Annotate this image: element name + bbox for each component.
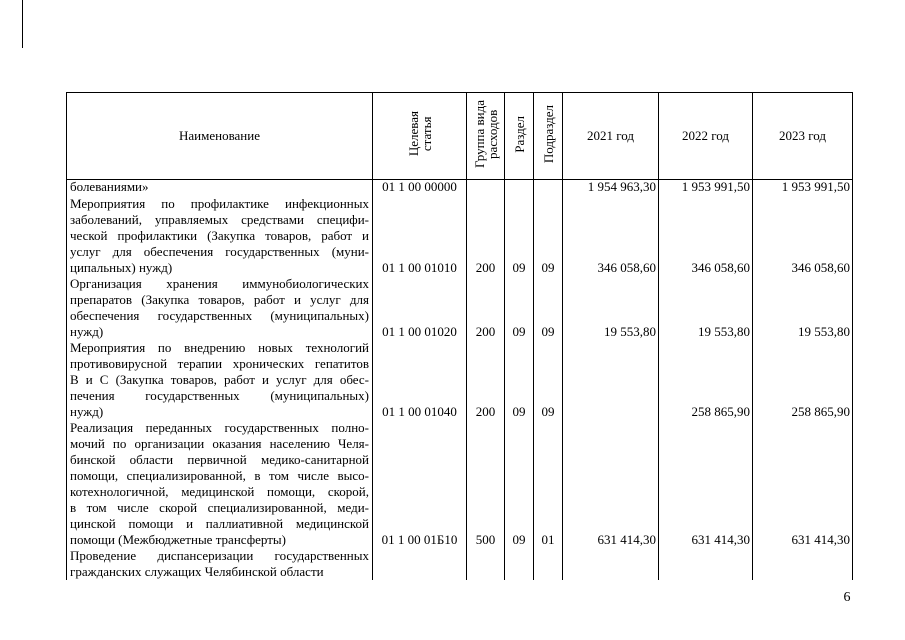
row-expense-group — [467, 180, 505, 197]
row-section — [505, 180, 534, 197]
row-name — [67, 340, 373, 420]
row-name — [67, 420, 373, 548]
row-value-2023: 346 058,60 — [753, 196, 853, 276]
row-name-line: мочий по организации оказания населению Челя- — [70, 436, 369, 451]
header-2022: 2022 год — [659, 93, 753, 180]
row-name — [67, 180, 373, 197]
row-value-2021 — [563, 340, 659, 420]
table-row — [67, 180, 853, 197]
row-subsection — [534, 180, 563, 197]
row-name-line: обеспечения государственных (муниципальных) — [70, 308, 369, 323]
table-row — [67, 340, 853, 420]
row-value-2021 — [563, 548, 659, 580]
header-2021: 2021 год — [563, 93, 659, 180]
row-target-article: 01 1 00 00000 — [373, 180, 467, 197]
row-target-article: 01 1 00 01040 — [373, 340, 467, 420]
row-section: 09 — [505, 420, 534, 548]
row-value-2022: 1 953 991,50 — [659, 180, 753, 197]
table-row — [67, 276, 853, 340]
page-number: 6 — [843, 590, 851, 605]
row-value-2023: 258 865,90 — [753, 340, 853, 420]
budget-table — [66, 92, 853, 580]
row-name-line: Мероприятия по внедрению новых технологий — [70, 340, 369, 355]
row-value-2022: 346 058,60 — [659, 196, 753, 276]
row-name — [67, 276, 373, 340]
row-expense-group: 500 — [467, 420, 505, 548]
row-value-2021: 346 058,60 — [563, 196, 659, 276]
row-name-line: помощи, специализированной, в том числе высо- — [70, 468, 369, 483]
row-subsection: 09 — [534, 196, 563, 276]
row-value-2022 — [659, 548, 753, 580]
row-name-line: Проведение диспансеризации государственных — [70, 548, 369, 563]
row-name-line: Организация хранения иммунобиологических — [70, 276, 369, 291]
row-value-2021: 19 553,80 — [563, 276, 659, 340]
table-row — [67, 196, 853, 276]
row-name-line: печения государственных (муниципальных) — [70, 388, 369, 403]
row-name-line: Реализация переданных государственных полно- — [70, 420, 369, 435]
row-name — [67, 548, 373, 580]
row-value-2021: 1 954 963,30 — [563, 180, 659, 197]
row-value-2023: 19 553,80 — [753, 276, 853, 340]
row-expense-group: 200 — [467, 196, 505, 276]
row-section: 09 — [505, 196, 534, 276]
row-target-article — [373, 548, 467, 580]
header-2023: 2023 год — [753, 93, 853, 180]
row-subsection: 09 — [534, 340, 563, 420]
row-value-2022: 631 414,30 — [659, 420, 753, 548]
row-target-article: 01 1 00 01010 — [373, 196, 467, 276]
row-name-line: ческой профилактики (Закупка товаров, работ и — [70, 228, 369, 243]
table-row — [67, 420, 853, 548]
margin-line — [22, 0, 23, 48]
row-name-line: нужд) — [70, 404, 104, 419]
row-value-2023: 1 953 991,50 — [753, 180, 853, 197]
header-expense-group: Группа вида расходов — [467, 93, 505, 180]
row-name-line: гражданских служащих Челябинской области — [70, 564, 324, 579]
header-subsection: Подраздел — [534, 93, 563, 180]
row-name-line: противовирусной терапии хронических гепатитов — [70, 356, 369, 371]
header-section: Раздел — [505, 93, 534, 180]
row-value-2021: 631 414,30 — [563, 420, 659, 548]
row-section: 09 — [505, 340, 534, 420]
row-expense-group — [467, 548, 505, 580]
header-row — [67, 93, 853, 180]
row-name-line: ципальных) нужд) — [70, 260, 173, 275]
table-row — [67, 548, 853, 580]
row-subsection: 09 — [534, 276, 563, 340]
row-subsection — [534, 548, 563, 580]
row-name-line: болеваниями» — [70, 179, 149, 194]
row-name-line: цинской помощи и паллиативной медицинской — [70, 516, 369, 531]
header-name: Наименование — [67, 93, 373, 180]
row-name-line: препаратов (Закупка товаров, работ и услуг для — [70, 292, 369, 307]
row-name-line: услуг для обеспечения государственных (муни- — [70, 244, 369, 259]
row-name-line: В и С (Закупка товаров, работ и услуг для обес- — [70, 372, 369, 387]
row-name-line: заболеваний, управляемых средствами специфи- — [70, 212, 369, 227]
header-target-article: Целевая статья — [373, 93, 467, 180]
row-value-2022: 19 553,80 — [659, 276, 753, 340]
row-expense-group: 200 — [467, 340, 505, 420]
row-value-2023 — [753, 548, 853, 580]
row-name-line: бинской области первичной медико-санитарной — [70, 452, 369, 467]
row-name-line: в том числе скорой специализированной, меди- — [70, 500, 369, 515]
row-name-line: нужд) — [70, 324, 104, 339]
row-section: 09 — [505, 276, 534, 340]
row-subsection: 01 — [534, 420, 563, 548]
row-target-article: 01 1 00 01Б10 — [373, 420, 467, 548]
row-target-article: 01 1 00 01020 — [373, 276, 467, 340]
row-name — [67, 196, 373, 276]
row-section — [505, 548, 534, 580]
row-name-line: помощи (Межбюджетные трансферты) — [70, 532, 286, 547]
row-value-2022: 258 865,90 — [659, 340, 753, 420]
row-name-line: котехнологичной, медицинской помощи, скорой, — [70, 484, 369, 499]
row-name-line: Мероприятия по профилактике инфекционных — [70, 196, 369, 211]
row-value-2023: 631 414,30 — [753, 420, 853, 548]
row-expense-group: 200 — [467, 276, 505, 340]
